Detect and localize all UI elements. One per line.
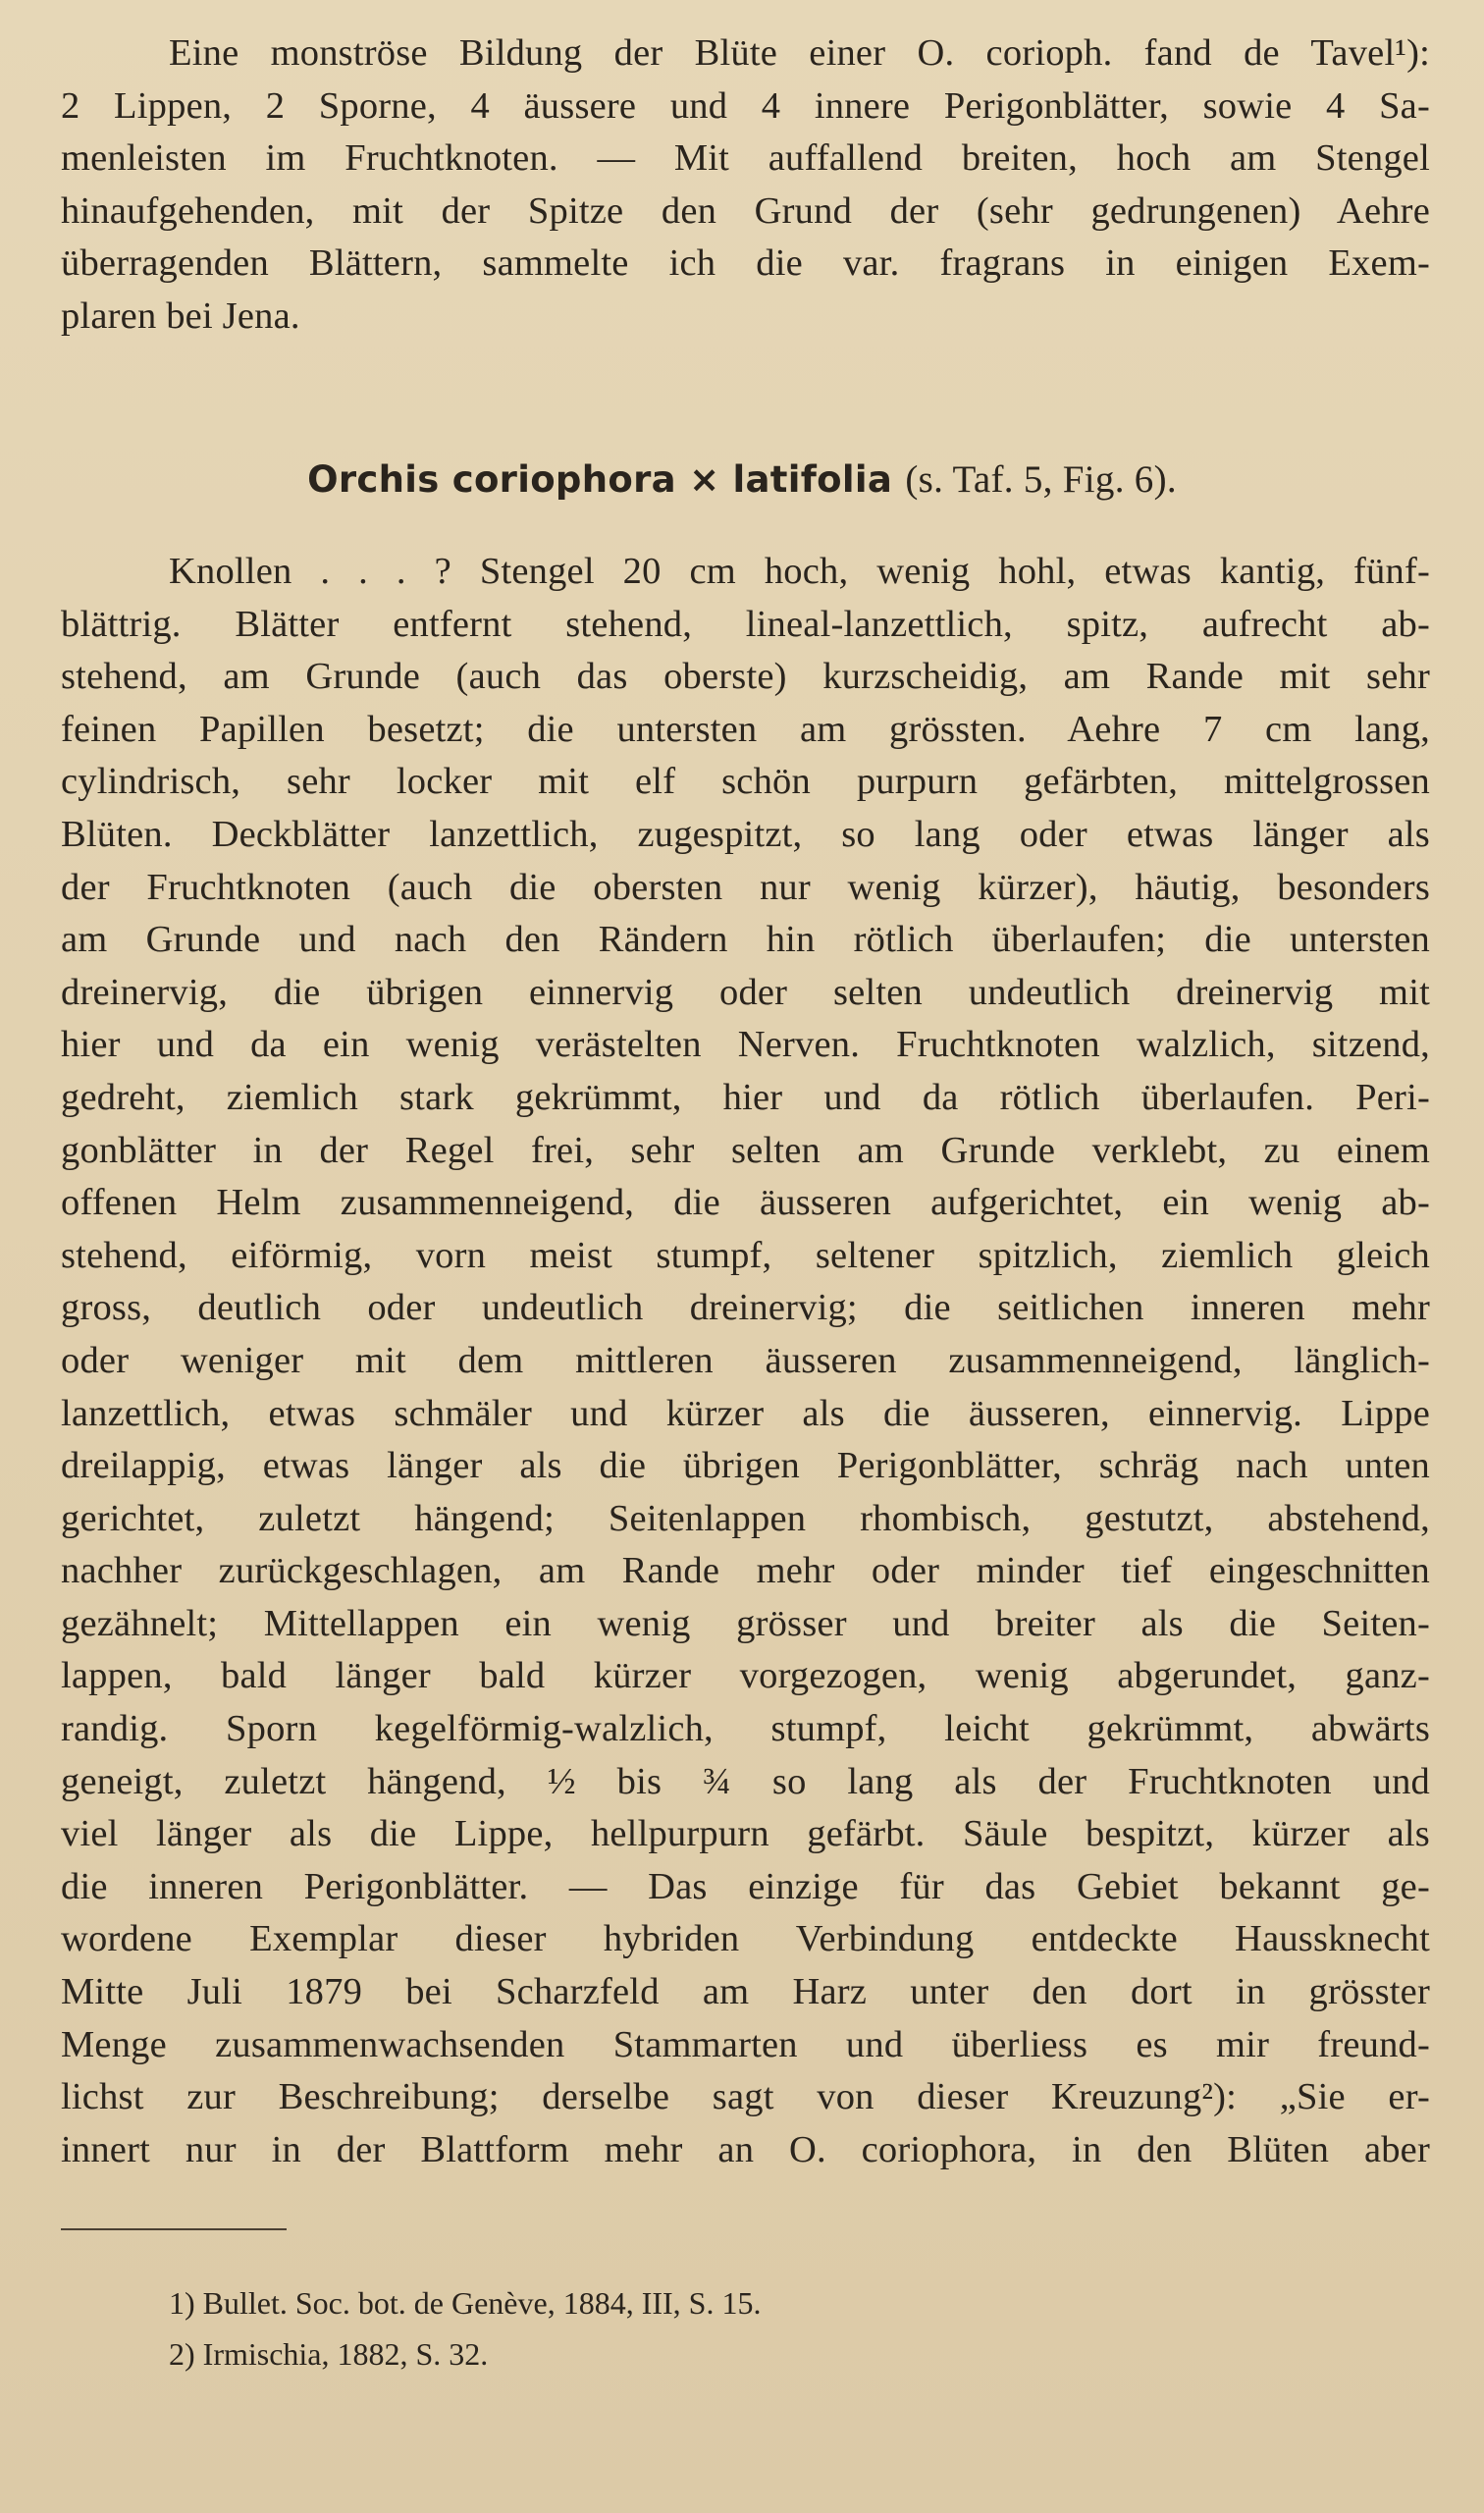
body-line: stehend, eiförmig, vorn meist stumpf, seltener spitzlich, ziemlich gleich — [61, 1234, 1430, 1276]
body-line: oder weniger mit dem mittleren äusseren zusammenneigend, länglich- — [61, 1339, 1430, 1381]
body-line: gonblätter in der Regel frei, sehr selten am Grunde verklebt, zu einem — [61, 1129, 1430, 1171]
intro-line: plaren bei Jena. — [61, 294, 300, 337]
intro-line: 2 Lippen, 2 Sporne, 4 äussere und 4 innere Perigonblätter, sowie 4 Sa- — [61, 84, 1430, 127]
heading-title: Orchis coriophora × latifolia — [307, 458, 893, 501]
body-line: innert nur in der Blattform mehr an O. coriophora, in den Blüten aber — [61, 2128, 1430, 2170]
body-line: gross, deutlich oder undeutlich dreinervig; die seitlichen inneren mehr — [61, 1287, 1430, 1329]
intro-paragraph — [61, 27, 1430, 344]
body-line: blättrig. Blätter entfernt stehend, lineal-lanzettlich, spitz, aufrecht ab- — [61, 603, 1430, 645]
body-line: Menge zusammenwachsenden Stammarten und überliess es mir freund- — [61, 2023, 1430, 2065]
body-paragraph — [61, 546, 1430, 2176]
body-line: dreilappig, etwas länger als die übrigen Perigonblätter, schräg nach unten — [61, 1445, 1430, 1487]
heading-figure-ref: (s. Taf. 5, Fig. 6). — [905, 458, 1177, 501]
body-line: gerichtet, zuletzt hängend; Seitenlappen rhombisch, gestutzt, abstehend, — [61, 1497, 1430, 1539]
body-line: geneigt, zuletzt hängend, ½ bis ¾ so lang als der Fruchtknoten und — [61, 1760, 1430, 1802]
body-line: die inneren Perigonblätter. — Das einzige für das Gebiet bekannt ge- — [61, 1865, 1430, 1907]
body-line: feinen Papillen besetzt; die untersten am grössten. Aehre 7 cm lang, — [61, 708, 1430, 750]
body-line: cylindrisch, sehr locker mit elf schön purpurn gefärbten, mittelgrossen — [61, 761, 1430, 803]
body-line: viel länger als die Lippe, hellpurpurn gefärbt. Säule bespitzt, kürzer als — [61, 1813, 1430, 1855]
body-line: randig. Sporn kegelförmig-walzlich, stumpf, leicht gekrümmt, abwärts — [61, 1708, 1430, 1750]
footnote-rule — [61, 2228, 287, 2230]
body-line: stehend, am Grunde (auch das oberste) kurzscheidig, am Rande mit sehr — [61, 656, 1430, 698]
body-line: wordene Exemplar dieser hybriden Verbindung entdeckte Haussknecht — [61, 1918, 1430, 1960]
body-line: offenen Helm zusammenneigend, die äusseren aufgerichtet, ein wenig ab- — [61, 1182, 1430, 1224]
body-line: lappen, bald länger bald kürzer vorgezogen, wenig abgerundet, ganz- — [61, 1655, 1430, 1697]
body-line: hier und da ein wenig verästelten Nerven. Fruchtknoten walzlich, sitzend, — [61, 1024, 1430, 1066]
intro-line: menleisten im Fruchtknoten. — Mit auffallend breiten, hoch am Stengel — [61, 137, 1430, 180]
section-heading — [0, 457, 1484, 502]
footnote-1: 1) Bullet. Soc. bot. de Genève, 1884, III, S. 15. — [169, 2285, 762, 2321]
body-line: Knollen . . . ? Stengel 20 cm hoch, wenig hohl, etwas kantig, fünf- — [169, 551, 1430, 592]
footnote-2: 2) Irmischia, 1882, S. 32. — [169, 2336, 489, 2372]
intro-line: hinaufgehenden, mit der Spitze den Grund der (sehr gedrungenen) Aehre — [61, 189, 1430, 232]
body-line: gezähnelt; Mittellappen ein wenig grösser und breiter als die Seiten- — [61, 1602, 1430, 1644]
body-line: Mitte Juli 1879 bei Scharzfeld am Harz unter den dort in grösster — [61, 1971, 1430, 2013]
body-line: gedreht, ziemlich stark gekrümmt, hier und da rötlich überlaufen. Peri- — [61, 1076, 1430, 1118]
body-line: nachher zurückgeschlagen, am Rande mehr oder minder tief eingeschnitten — [61, 1550, 1430, 1592]
body-line: Blüten. Deckblätter lanzettlich, zugespitzt, so lang oder etwas länger als — [61, 813, 1430, 855]
intro-line: überragenden Blättern, sammelte ich die var. fragrans in einigen Exem- — [61, 242, 1430, 285]
body-line: dreinervig, die übrigen einnervig oder selten undeutlich dreinervig mit — [61, 971, 1430, 1013]
body-line: der Fruchtknoten (auch die obersten nur wenig kürzer), häutig, besonders — [61, 866, 1430, 908]
body-line: lanzettlich, etwas schmäler und kürzer als die äusseren, einnervig. Lippe — [61, 1392, 1430, 1434]
body-line: am Grunde und nach den Rändern hin rötlich überlaufen; die untersten — [61, 919, 1430, 961]
intro-line: Eine monströse Bildung der Blüte einer O. corioph. fand de Tavel¹): — [169, 32, 1430, 74]
body-line: lichst zur Beschreibung; derselbe sagt von dieser Kreuzung²): „Sie er- — [61, 2076, 1430, 2118]
